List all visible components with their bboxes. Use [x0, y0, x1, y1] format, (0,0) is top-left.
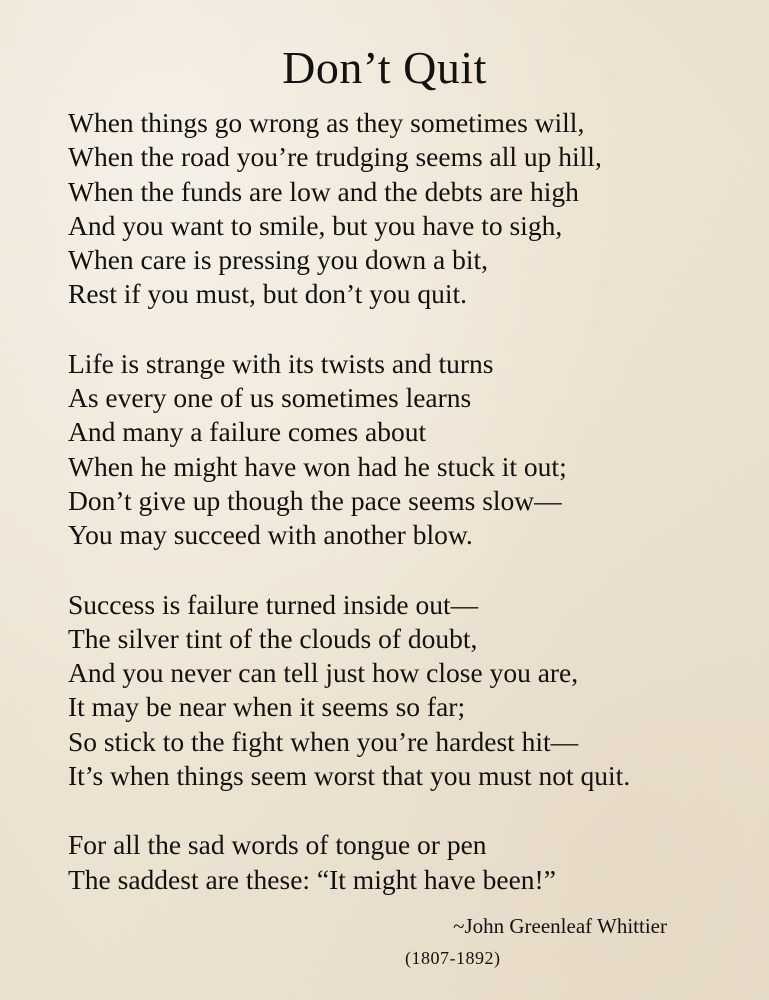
author-attribution: ~John Greenleaf Whittier [453, 914, 667, 938]
poem-title: Don’t Quit [282, 42, 487, 93]
poem-line: When he might have won had he stuck it out; [68, 450, 567, 482]
poem-line: Success is failure turned inside out— [68, 588, 479, 620]
stanza-2 [68, 347, 758, 553]
author-dates: (1807-1892) [405, 948, 501, 968]
poem-line: You may succeed with another blow. [68, 519, 473, 551]
poem-line: So stick to the fight when you’re hardest hit— [68, 725, 579, 757]
poem-body [68, 106, 758, 932]
poem-line: For all the sad words of tongue or pen [68, 829, 487, 861]
poem-line: And many a failure comes about [68, 416, 427, 448]
stanza-3 [68, 588, 758, 794]
poem-line: It’s when things seem worst that you must not quit. [68, 760, 631, 792]
stanza-1 [68, 106, 758, 312]
poem-line: It may be near when it seems so far; [68, 691, 466, 723]
poem-line: And you never can tell just how close you are, [68, 657, 579, 689]
poem-line: Rest if you must, but don’t you quit. [68, 278, 468, 310]
poem-line: As every one of us sometimes learns [68, 382, 472, 414]
poem-line: When care is pressing you down a bit, [68, 244, 489, 276]
poem-line: When things go wrong as they sometimes will, [68, 107, 585, 138]
poem-line: When the road you’re trudging seems all up hill, [68, 141, 602, 173]
poem-line: The silver tint of the clouds of doubt, [68, 622, 478, 654]
poem-line: Life is strange with its twists and turns [68, 347, 494, 379]
poem-line: When the funds are low and the debts are high [68, 175, 579, 207]
poem-line: And you want to smile, but you have to sigh, [68, 209, 563, 241]
stanza-4 [68, 828, 758, 897]
poem-line: Don’t give up though the pace seems slow— [68, 484, 562, 516]
poem-line: The saddest are these: “It might have been!” [68, 863, 556, 895]
